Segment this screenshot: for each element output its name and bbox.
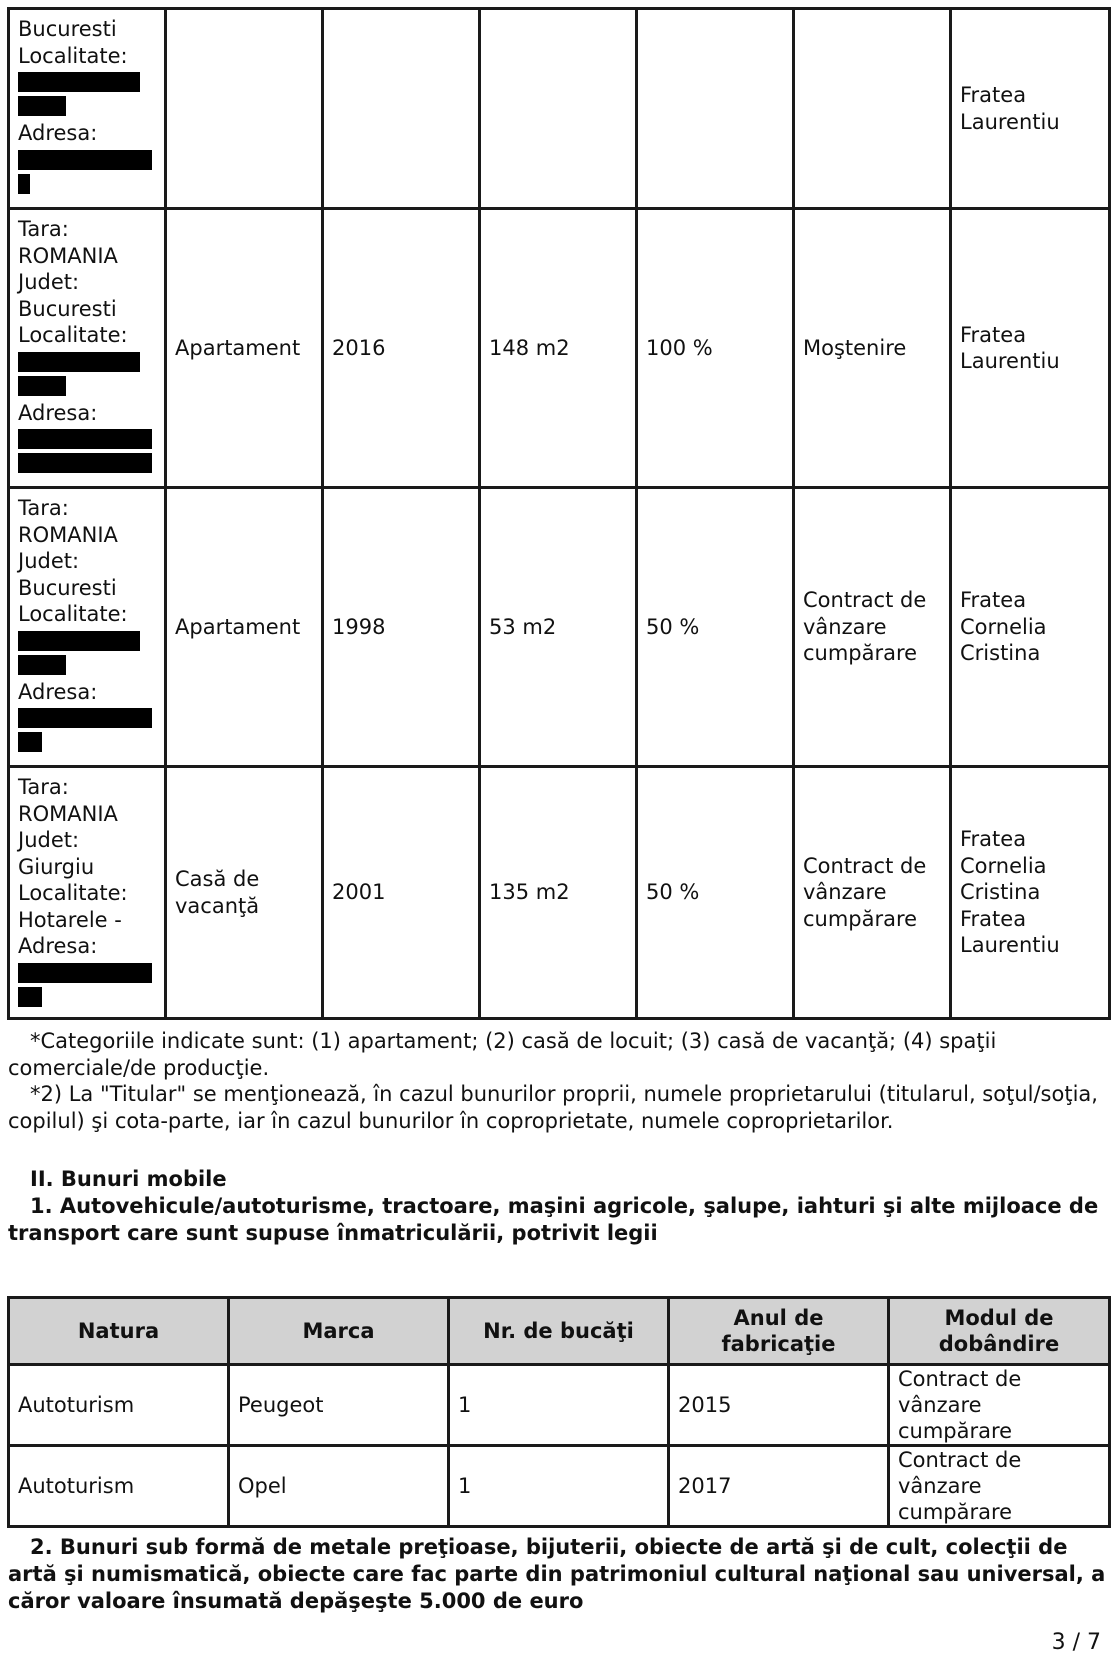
year-cell bbox=[323, 9, 480, 209]
vehicle-year-cell: 2017 bbox=[669, 1446, 889, 1527]
location-line: Localitate: bbox=[18, 881, 128, 905]
vehicle-row bbox=[9, 1446, 1110, 1527]
cell-line: Fratea bbox=[960, 588, 1027, 613]
location-cell bbox=[9, 9, 166, 209]
category-cell: Casă de vacanţă bbox=[166, 767, 323, 1019]
redaction-bar bbox=[18, 631, 140, 651]
location-line: Bucuresti bbox=[18, 17, 117, 41]
cell-line: Laurentiu bbox=[960, 109, 1060, 134]
location-line: Tara: bbox=[18, 496, 69, 520]
redaction-bar bbox=[18, 453, 152, 473]
category-cell: Apartament bbox=[166, 209, 323, 488]
redaction-bar bbox=[18, 963, 152, 983]
location-line: Adresa: bbox=[18, 121, 98, 145]
year-cell: 2001 bbox=[323, 767, 480, 1019]
vehicle-count-cell: 1 bbox=[449, 1365, 669, 1446]
share-cell: 50 % bbox=[637, 488, 794, 767]
cell-line: Contract de bbox=[803, 853, 927, 878]
cell-line: cumpărare bbox=[803, 906, 918, 931]
vehicle-acquisition-cell: Contract de vânzare cumpărare bbox=[889, 1365, 1110, 1446]
section-subtitle: 1. Autovehicule/autoturisme, tractoare, maşini agricole, şalupe, iahturi şi alte mijloace de transport care sunt supuse înmatriculării, potrivit legii bbox=[8, 1194, 1099, 1245]
vehicle-row bbox=[9, 1365, 1110, 1446]
column-header: Natura bbox=[9, 1298, 229, 1365]
cell-line: Fratea bbox=[960, 322, 1027, 347]
category-cell: Apartament bbox=[166, 488, 323, 767]
real-estate-table bbox=[7, 7, 1111, 1020]
location-cell bbox=[9, 767, 166, 1019]
vehicles-header-row bbox=[9, 1298, 1110, 1365]
acquisition-cell bbox=[794, 209, 951, 488]
location-line: Localitate: bbox=[18, 43, 128, 68]
location-cell bbox=[9, 488, 166, 767]
vehicle-type-cell: Autoturism bbox=[9, 1365, 229, 1446]
location-line: Localitate: bbox=[18, 602, 128, 626]
location-line: Localitate: bbox=[18, 323, 128, 347]
location-line: Giurgiu bbox=[18, 854, 95, 879]
acquisition-cell bbox=[794, 488, 951, 767]
redaction-bar bbox=[18, 72, 140, 92]
vehicle-brand-cell: Opel bbox=[229, 1446, 449, 1527]
cell-line: vânzare bbox=[803, 880, 887, 905]
cell-line: Cristina bbox=[960, 641, 1041, 666]
redaction-bar bbox=[18, 352, 140, 372]
cell-line: cumpărare bbox=[803, 641, 918, 666]
vehicle-acquisition-cell: Contract de vânzare cumpărare bbox=[889, 1446, 1110, 1527]
share-cell: 100 % bbox=[637, 209, 794, 488]
location-line: Judet: bbox=[18, 270, 80, 294]
cell-line: Cristina bbox=[960, 880, 1041, 905]
section-title: II. Bunuri mobile bbox=[30, 1167, 227, 1191]
location-line: Tara: bbox=[18, 217, 69, 241]
redaction-bar bbox=[18, 732, 42, 752]
section-movable-goods bbox=[8, 1166, 1108, 1247]
column-header: Anul de fabricaţie bbox=[669, 1298, 889, 1365]
column-header: Modul de dobândire bbox=[889, 1298, 1110, 1365]
real-estate-row bbox=[9, 488, 1110, 767]
owner-cell bbox=[951, 767, 1110, 1019]
area-cell: 135 m2 bbox=[480, 767, 637, 1019]
location-line: Judet: bbox=[18, 549, 80, 573]
cell-line: Fratea bbox=[960, 827, 1027, 852]
real-estate-row bbox=[9, 209, 1110, 488]
location-line: ROMANIA bbox=[18, 243, 118, 268]
area-cell bbox=[480, 9, 637, 209]
location-line: ROMANIA bbox=[18, 801, 118, 826]
footnote-owner: *2) La "Titular" se menţionează, în cazul bunurilor proprii, numele proprietarului (titularul, soţul/soţia, copilul) şi cota-parte, iar în cazul bunurilor în coproprietate, numele coproprietarilor. bbox=[8, 1082, 1098, 1133]
cell-line: Fratea bbox=[960, 906, 1027, 931]
vehicle-count-cell: 1 bbox=[449, 1446, 669, 1527]
real-estate-row bbox=[9, 767, 1110, 1019]
acquisition-cell bbox=[794, 767, 951, 1019]
location-line: Bucuresti bbox=[18, 296, 117, 321]
year-cell: 2016 bbox=[323, 209, 480, 488]
location-line: Judet: bbox=[18, 828, 80, 852]
footnotes bbox=[8, 1028, 1108, 1134]
location-line: Hotarele - bbox=[18, 907, 122, 932]
share-cell bbox=[637, 9, 794, 209]
section-title: 2. Bunuri sub formă de metale preţioase, bijuterii, obiecte de artă şi de cult, colecţii de artă şi numismatică, obiecte care fac parte din patrimoniul cultural naţional sau universal, a căror valoare însumată depăşeşte 5.000 de euro bbox=[8, 1535, 1106, 1613]
cell-line: Laurentiu bbox=[960, 933, 1060, 958]
redaction-bar bbox=[18, 96, 66, 116]
area-cell: 148 m2 bbox=[480, 209, 637, 488]
redaction-bar bbox=[18, 150, 152, 170]
location-line: Adresa: bbox=[18, 679, 98, 704]
category-cell bbox=[166, 9, 323, 209]
redaction-bar bbox=[18, 708, 152, 728]
owner-cell bbox=[951, 209, 1110, 488]
redaction-bar bbox=[18, 655, 66, 675]
redaction-bar bbox=[18, 987, 42, 1007]
owner-cell bbox=[951, 9, 1110, 209]
year-cell: 1998 bbox=[323, 488, 480, 767]
page-number: 3 / 7 bbox=[1051, 1630, 1101, 1655]
footnote-categories: *Categoriile indicate sunt: (1) apartament; (2) casă de locuit; (3) casă de vacanţă; (4) spaţii comerciale/de producţie. bbox=[8, 1029, 997, 1080]
owner-cell bbox=[951, 488, 1110, 767]
vehicles-table bbox=[7, 1296, 1111, 1528]
location-line: Tara: bbox=[18, 775, 69, 799]
cell-line: Cornelia bbox=[960, 614, 1047, 639]
cell-line: Moştenire bbox=[803, 335, 907, 360]
redaction-bar bbox=[18, 174, 30, 194]
column-header: Marca bbox=[229, 1298, 449, 1365]
column-header: Nr. de bucăţi bbox=[449, 1298, 669, 1365]
location-line: Bucuresti bbox=[18, 575, 117, 600]
real-estate-row bbox=[9, 9, 1110, 209]
redaction-bar bbox=[18, 429, 152, 449]
redaction-bar bbox=[18, 376, 66, 396]
cell-line: Fratea bbox=[960, 83, 1027, 107]
cell-line: Cornelia bbox=[960, 853, 1047, 878]
location-line: Adresa: bbox=[18, 934, 98, 958]
location-line: Adresa: bbox=[18, 400, 98, 425]
vehicle-brand-cell: Peugeot bbox=[229, 1365, 449, 1446]
location-cell bbox=[9, 209, 166, 488]
cell-line: Laurentiu bbox=[960, 349, 1060, 373]
cell-line: vânzare bbox=[803, 614, 887, 639]
vehicle-type-cell: Autoturism bbox=[9, 1446, 229, 1527]
section-precious-goods bbox=[8, 1534, 1108, 1615]
location-line: ROMANIA bbox=[18, 522, 118, 547]
vehicle-year-cell: 2015 bbox=[669, 1365, 889, 1446]
share-cell: 50 % bbox=[637, 767, 794, 1019]
acquisition-cell bbox=[794, 9, 951, 209]
cell-line: Contract de bbox=[803, 588, 927, 613]
area-cell: 53 m2 bbox=[480, 488, 637, 767]
